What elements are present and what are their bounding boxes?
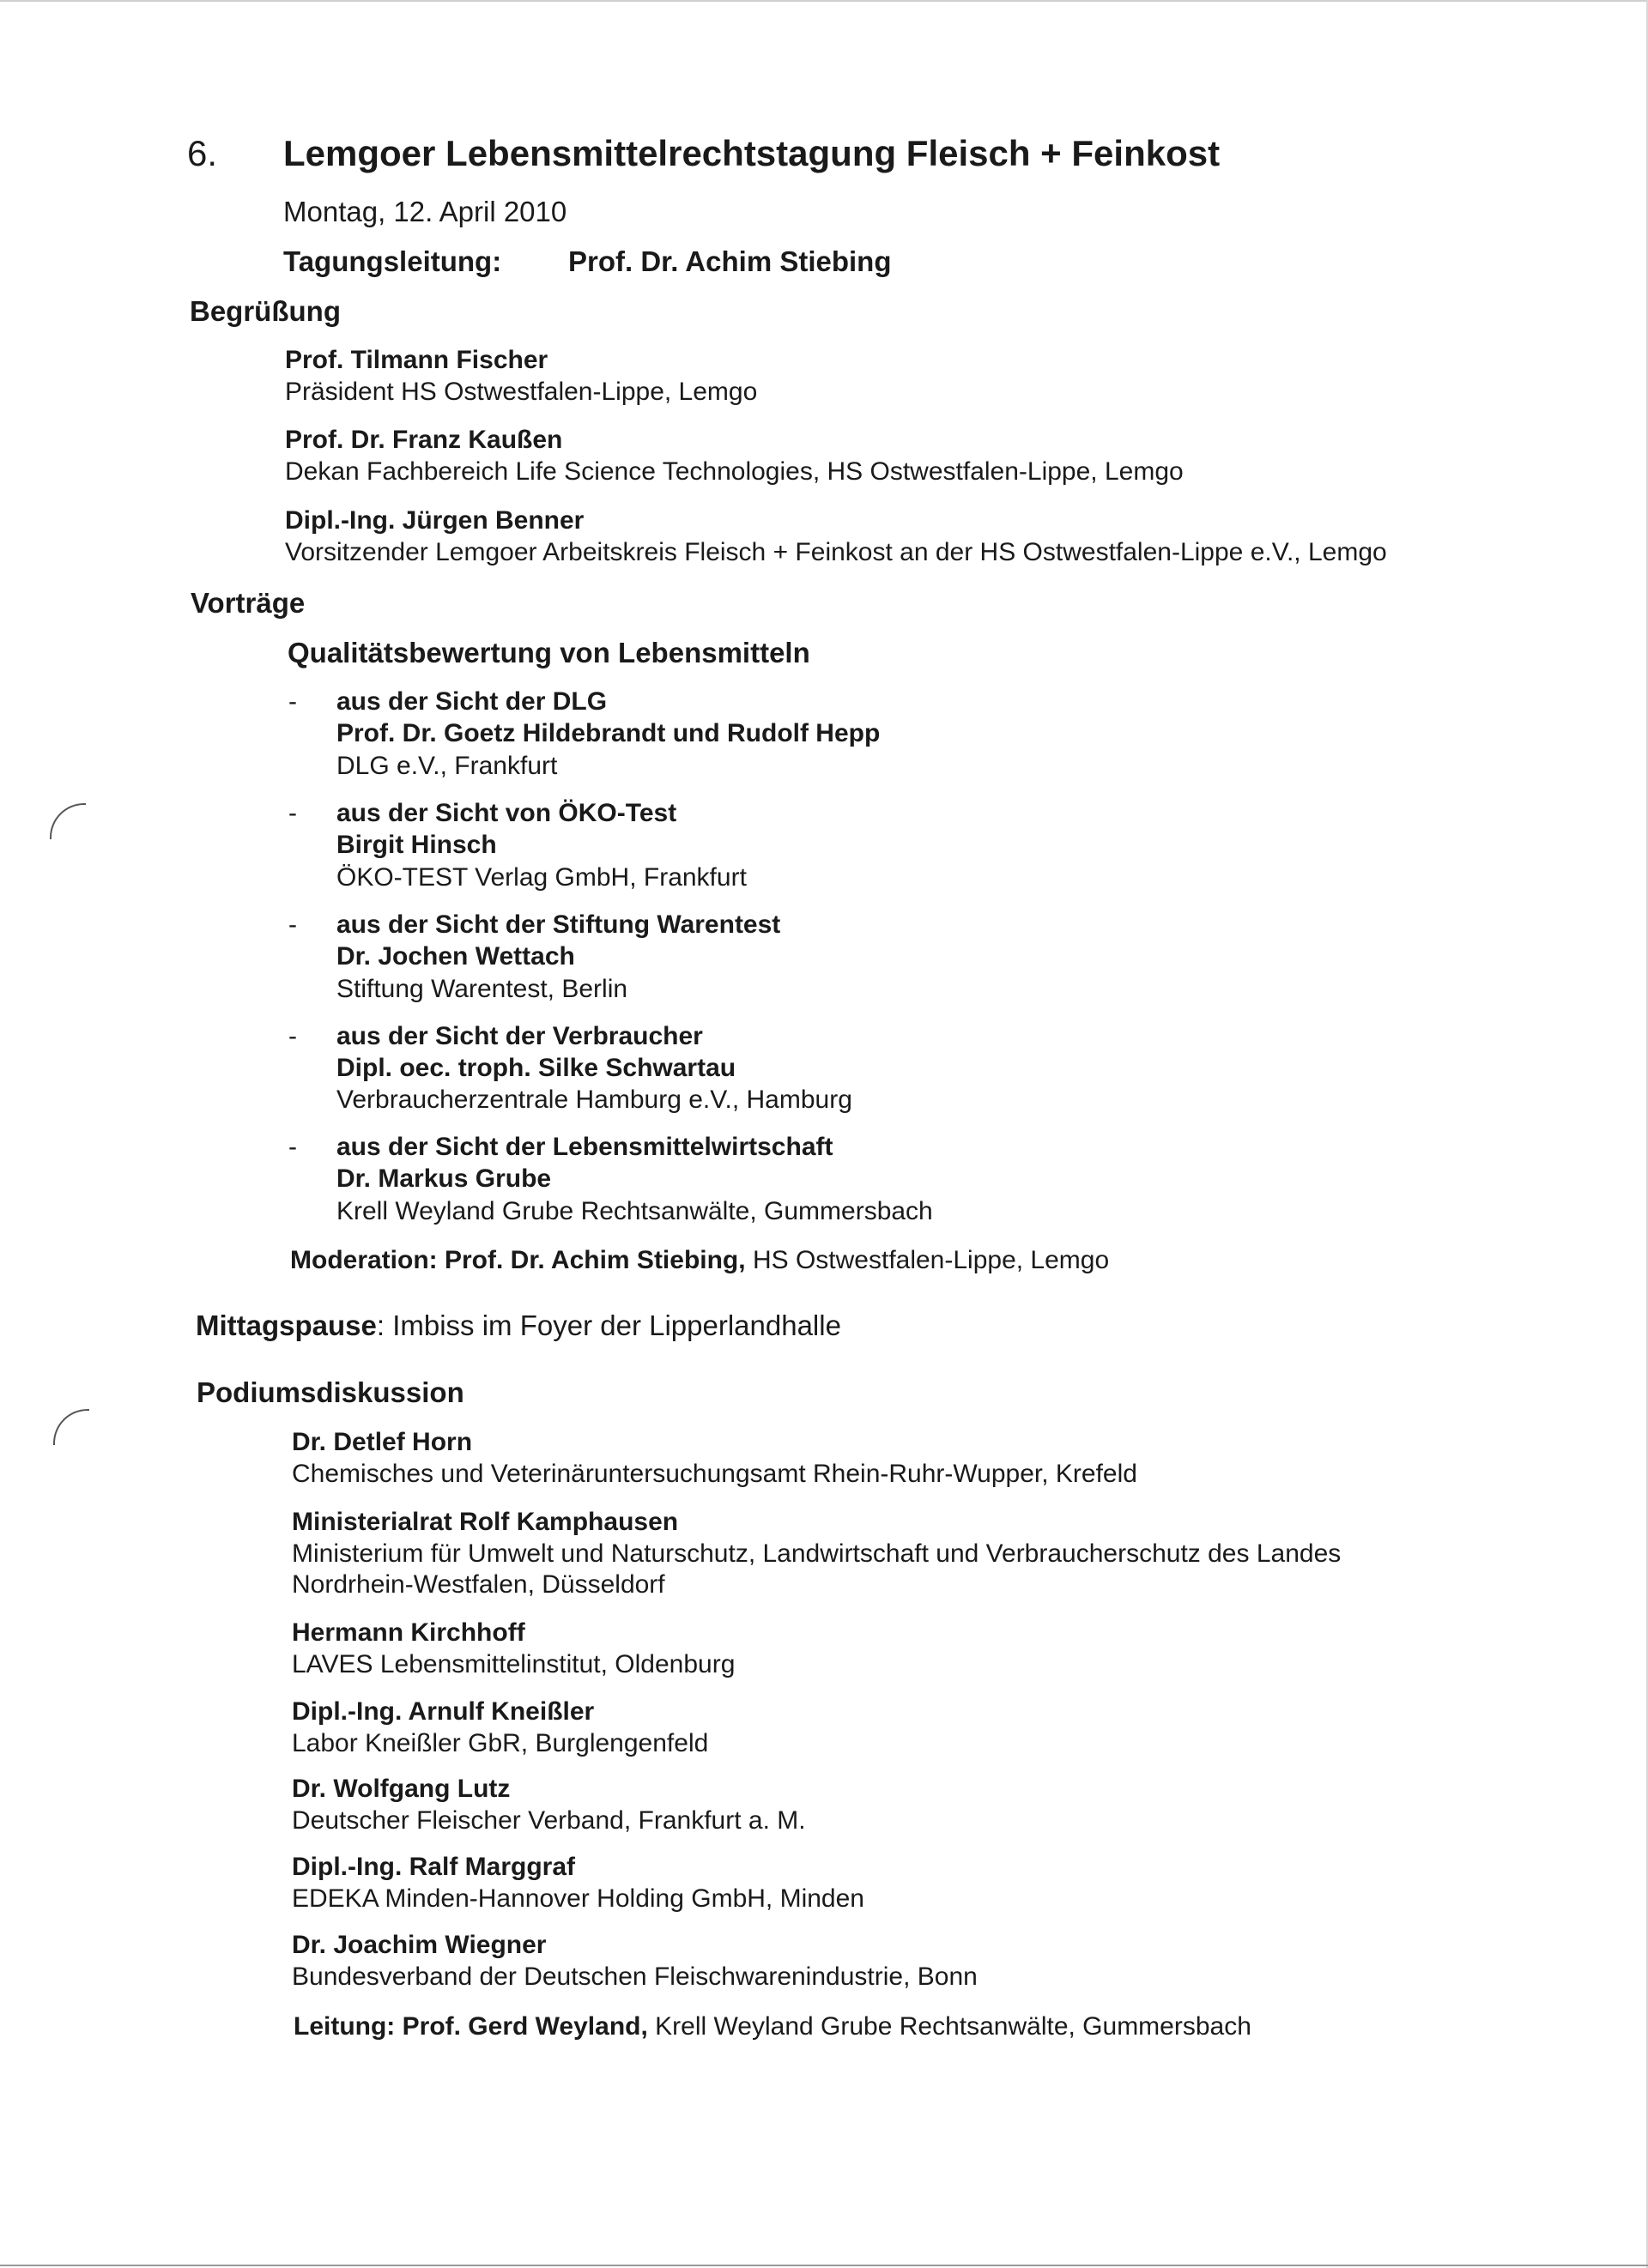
panel-speaker-affiliation: LAVES Lebensmittelinstitut, Oldenburg bbox=[292, 1650, 736, 1678]
panel-speaker-affiliation: EDEKA Minden-Hannover Holding GmbH, Minden bbox=[292, 1884, 864, 1913]
talk-affiliation: DLG e.V., Frankfurt bbox=[336, 752, 558, 780]
talk-title: aus der Sicht von ÖKO-Test bbox=[336, 799, 677, 827]
punch-hole-mark bbox=[50, 803, 86, 839]
panel-speaker-affiliation: Chemisches und Veterinäruntersuchungsamt Rhein-Ruhr-Wupper, Krefeld bbox=[292, 1460, 1137, 1488]
chair-label: Tagungsleitung: bbox=[283, 245, 502, 277]
talk-speaker: Prof. Dr. Goetz Hildebrandt und Rudolf Hepp bbox=[336, 719, 881, 747]
lunch-line bbox=[196, 1309, 841, 1342]
welcome-speaker-affiliation: Präsident HS Ostwestfalen-Lippe, Lemgo bbox=[285, 378, 758, 406]
talk-speaker: Birgit Hinsch bbox=[336, 831, 497, 859]
panel-lead-label: Leitung: Prof. Gerd Weyland, bbox=[294, 2012, 648, 2041]
bullet-dash: - bbox=[288, 687, 297, 716]
talk-speaker: Dipl. oec. troph. Silke Schwartau bbox=[336, 1054, 736, 1082]
panel-lead-org: Krell Weyland Grube Rechtsanwälte, Gummersbach bbox=[655, 2012, 1251, 2041]
welcome-speaker-name: Dipl.-Ing. Jürgen Benner bbox=[285, 506, 585, 535]
talk-title: aus der Sicht der Verbraucher bbox=[336, 1022, 703, 1050]
panel-speaker-affiliation-cont: Nordrhein-Westfalen, Düsseldorf bbox=[292, 1570, 665, 1599]
moderation-org: HS Ostwestfalen-Lippe, Lemgo bbox=[752, 1246, 1110, 1274]
talk-speaker: Dr. Jochen Wettach bbox=[336, 942, 575, 971]
talk-affiliation: Stiftung Warentest, Berlin bbox=[336, 975, 628, 1003]
panel-speaker-name: Dipl.-Ing. Arnulf Kneißler bbox=[292, 1697, 595, 1726]
talk-speaker: Dr. Markus Grube bbox=[336, 1164, 552, 1193]
welcome-speaker-name: Prof. Tilmann Fischer bbox=[285, 346, 548, 374]
section-welcome: Begrüßung bbox=[190, 295, 341, 327]
bullet-dash: - bbox=[288, 910, 297, 939]
panel-speaker-name: Dr. Detlef Horn bbox=[292, 1428, 473, 1456]
talk-affiliation: ÖKO-TEST Verlag GmbH, Frankfurt bbox=[336, 863, 747, 892]
panel-speaker-affiliation: Bundesverband der Deutschen Fleischwarenindustrie, Bonn bbox=[292, 1963, 978, 1991]
event-date: Montag, 12. April 2010 bbox=[283, 196, 567, 227]
lunch-label: Mittagspause bbox=[196, 1309, 377, 1341]
chair-name: Prof. Dr. Achim Stiebing bbox=[568, 245, 892, 277]
panel-speaker-name: Dipl.-Ing. Ralf Marggraf bbox=[292, 1853, 575, 1881]
moderation-name: Prof. Dr. Achim Stiebing, bbox=[445, 1246, 746, 1274]
welcome-speaker-name: Prof. Dr. Franz Kaußen bbox=[285, 426, 563, 454]
scan-edge-bottom bbox=[0, 2265, 1648, 2266]
talk-affiliation: Verbraucherzentrale Hamburg e.V., Hamburg bbox=[336, 1086, 852, 1114]
panel-speaker-affiliation: Labor Kneißler GbR, Burglengenfeld bbox=[292, 1729, 709, 1757]
page-title: Lemgoer Lebensmittelrechtstagung Fleisch + Feinkost bbox=[283, 133, 1221, 173]
bullet-dash: - bbox=[288, 1133, 297, 1161]
talks-topic: Qualitätsbewertung von Lebensmitteln bbox=[288, 637, 810, 668]
panel-lead-line bbox=[294, 2012, 1251, 2041]
panel-speaker-affiliation: Deutscher Fleischer Verband, Frankfurt a. M. bbox=[292, 1806, 806, 1835]
panel-speaker-name: Dr. Wolfgang Lutz bbox=[292, 1775, 511, 1803]
bullet-dash: - bbox=[288, 799, 297, 827]
talk-title: aus der Sicht der DLG bbox=[336, 687, 608, 716]
section-panel: Podiumsdiskussion bbox=[197, 1376, 464, 1408]
welcome-speaker-affiliation: Vorsitzender Lemgoer Arbeitskreis Fleisch + Feinkost an der HS Ostwestfalen-Lippe e.V., Lemgo bbox=[285, 538, 1387, 566]
talk-title: aus der Sicht der Lebensmittelwirtschaft bbox=[336, 1133, 833, 1161]
moderation-label: Moderation: bbox=[290, 1246, 438, 1274]
punch-hole-mark bbox=[53, 1409, 89, 1445]
bullet-dash: - bbox=[288, 1022, 297, 1050]
scan-edge-top bbox=[0, 0, 1648, 2]
heading-number: 6. bbox=[187, 133, 218, 173]
panel-speaker-affiliation: Ministerium für Umwelt und Naturschutz, Landwirtschaft und Verbraucherschutz des Landes bbox=[292, 1539, 1342, 1568]
panel-speaker-name: Dr. Joachim Wiegner bbox=[292, 1931, 547, 1959]
talk-affiliation: Krell Weyland Grube Rechtsanwälte, Gummersbach bbox=[336, 1197, 933, 1225]
lunch-text: : Imbiss im Foyer der Lipperlandhalle bbox=[376, 1309, 841, 1341]
panel-speaker-name: Ministerialrat Rolf Kamphausen bbox=[292, 1508, 679, 1536]
section-talks: Vorträge bbox=[191, 587, 306, 619]
panel-speaker-name: Hermann Kirchhoff bbox=[292, 1618, 525, 1647]
welcome-speaker-affiliation: Dekan Fachbereich Life Science Technologies, HS Ostwestfalen-Lippe, Lemgo bbox=[285, 457, 1184, 486]
talk-title: aus der Sicht der Stiftung Warentest bbox=[336, 910, 781, 939]
moderation-line bbox=[290, 1246, 1109, 1275]
